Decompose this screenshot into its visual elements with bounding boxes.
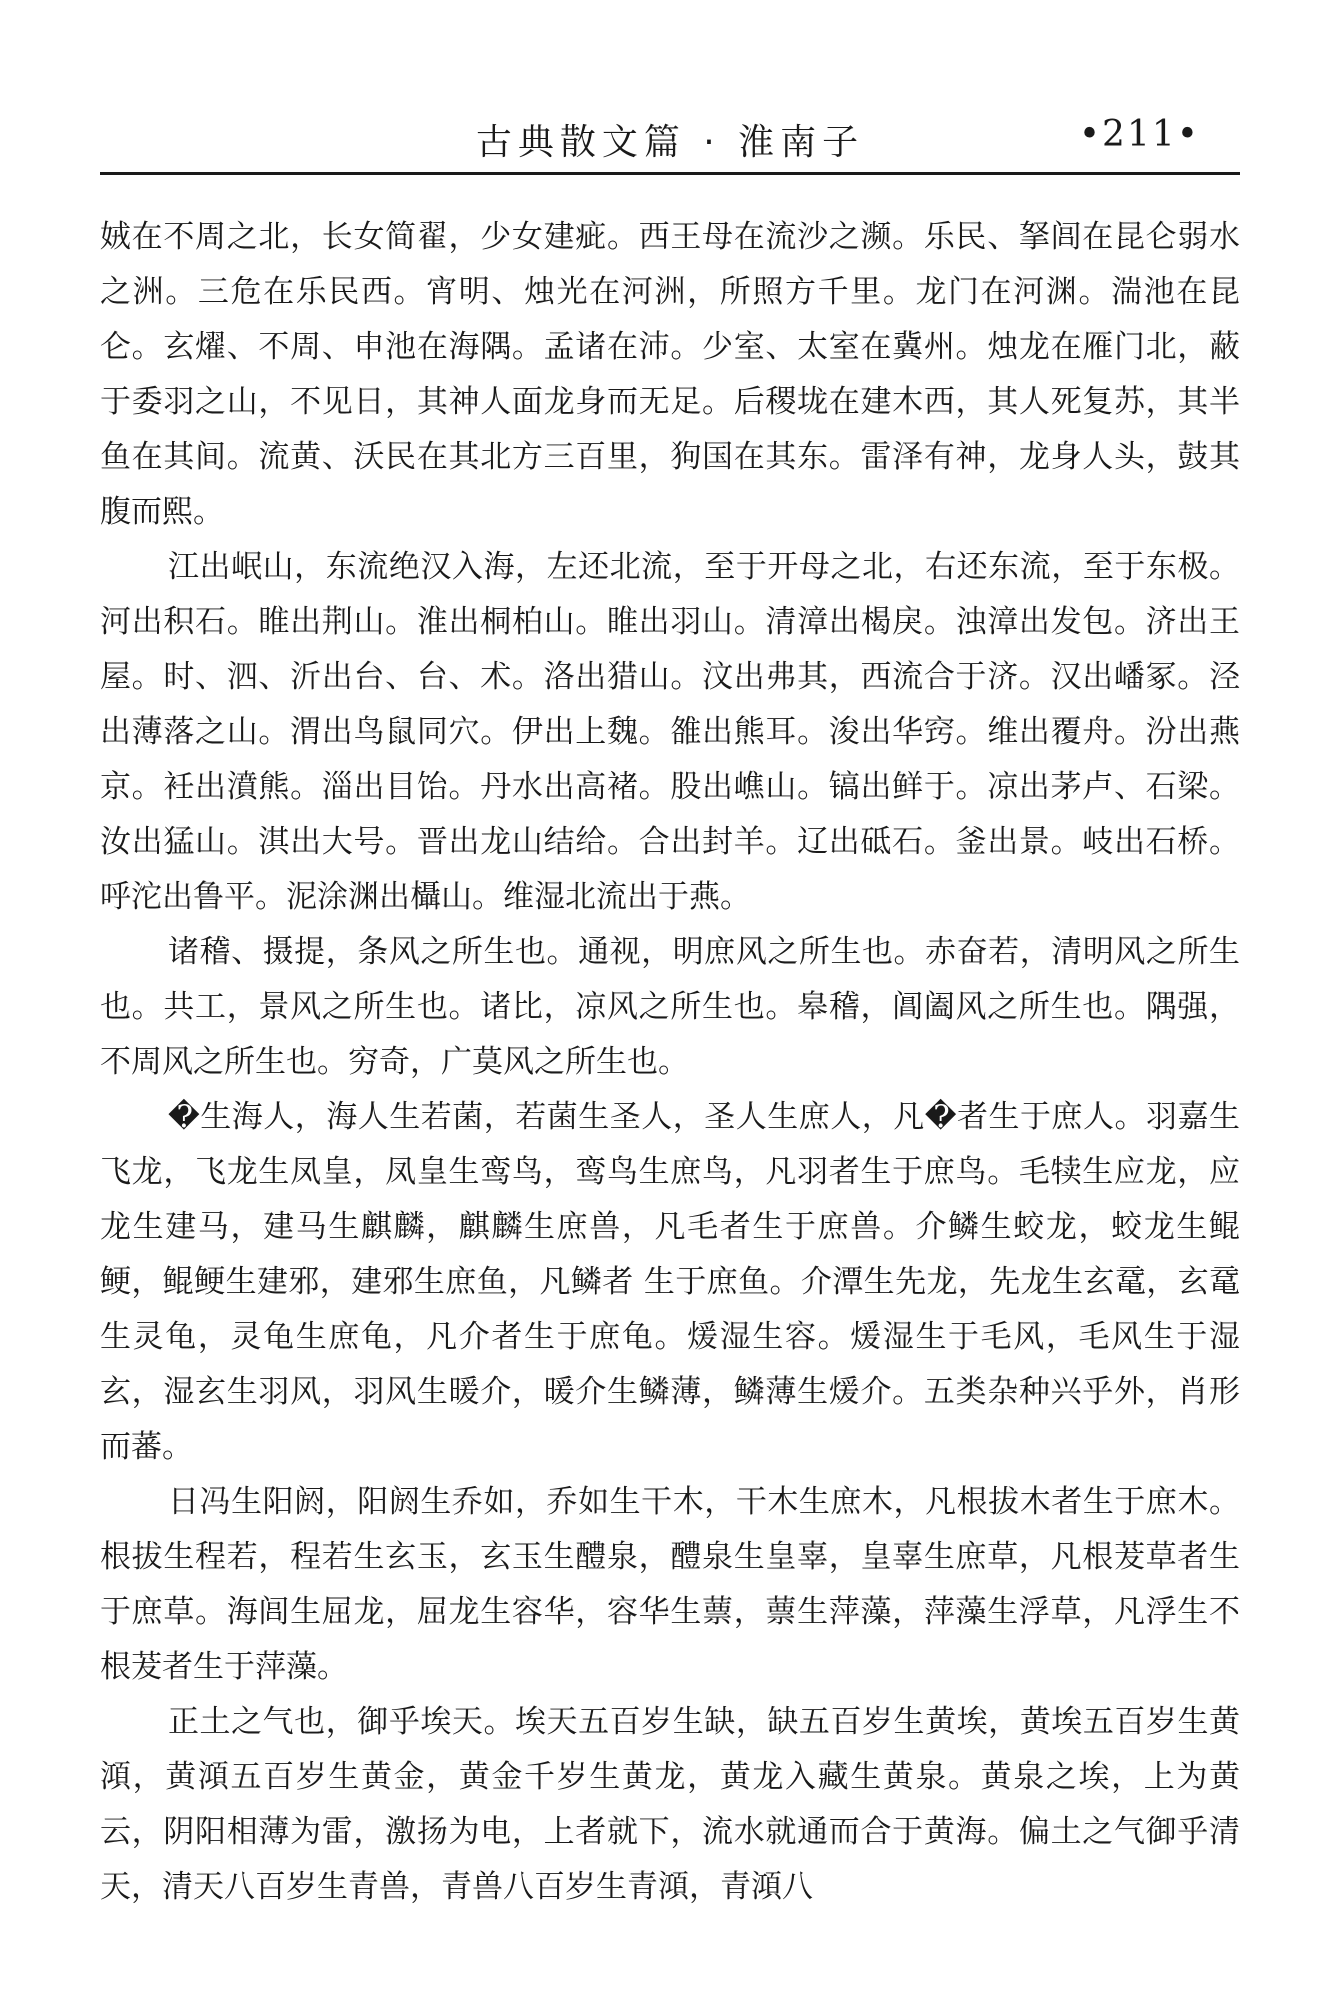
paragraph: 娀在不周之北，长女简翟，少女建疵。西王母在流沙之濒。乐民、拏闾在昆仑弱水之洲。三危在乐民西。宵明、烛光在河洲，所照方千里。龙门在河渊。湍池在昆仑。玄燿、不周、申池在海隅。孟诸在沛。少室、太室在冀州。烛龙在雁门北，蔽于委羽之山，不见日，其神人面龙身而无足。后稷垅在建木西，其人死复苏，其半鱼在其间。流黄、沃民在其北方三百里，狗国在其东。雷泽有神，龙身人头，鼓其腹而熙。 — [100, 219, 1240, 530]
paragraph: �生海人，海人生若菌，若菌生圣人，圣人生庶人，凡�者生于庶人。羽嘉生飞龙，飞龙生凤皇，凤皇生鸾鸟，鸾鸟生庶鸟，凡羽者生于庶鸟。毛犊生应龙，应龙生建马，建马生麒麟，麒麟生庶兽，凡毛者生于庶兽。介鳞生蛟龙，蛟龙生鲲鲠，鲲鲠生建邪，建邪生庶鱼，凡鳞者 生于庶鱼。介潭生先龙，先龙生玄鼋，玄鼋生灵龟，灵龟生庶龟，凡介者生于庶龟。煖湿生容。煖湿生于毛风，毛风生于湿玄，湿玄生羽风，羽风生暖介，暖介生鳞薄，鳞薄生煖介。五类杂种兴乎外，肖形而蕃。 — [100, 1099, 1240, 1465]
paragraph: 诸稽、摄提，条风之所生也。通视，明庶风之所生也。赤奋若，清明风之所生也。共工，景风之所生也。诸比，凉风之所生也。皋稽，阊阖风之所生也。隅强，不周风之所生也。穷奇，广莫风之所生也。 — [100, 934, 1240, 1080]
body-text — [100, 210, 1240, 1915]
paragraph: 江出岷山，东流绝汉入海，左还北流，至于开母之北，右还东流，至于东极。河出积石。睢出荆山。淮出桐柏山。睢出羽山。清漳出楬戾。浊漳出发包。济出王屋。时、泗、沂出台、台、术。洛出猎山。汶出弗其，西流合于济。汉出嶓冢。泾出薄落之山。渭出鸟鼠同穴。伊出上魏。雒出熊耳。浚出华窍。维出覆舟。汾出燕京。衽出濆熊。淄出目饴。丹水出高褚。股出嶕山。镐出鲜于。凉出茅卢、石梁。汝出猛山。淇出大号。晋出龙山结给。合出封羊。辽出砥石。釜出景。岐出石桥。呼沱出鲁平。泥涂渊出欇山。维湿北流出于燕。 — [100, 549, 1240, 915]
page-number: •211• — [1078, 114, 1200, 155]
running-title: 古典散文篇 · 淮南子 — [475, 122, 865, 163]
paragraph: 日冯生阳阏，阳阏生乔如，乔如生干木，干木生庶木，凡根拔木者生于庶木。根拔生程若，程若生玄玉，玄玉生醴泉，醴泉生皇辜，皇辜生庶草，凡根茇草者生于庶草。海闾生屈龙，屈龙生容华，容华生蔈，蔈生萍藻，萍藻生浮草，凡浮生不根茇者生于萍藻。 — [100, 1484, 1240, 1685]
paragraph: 正土之气也，御乎埃天。埃天五百岁生缺，缺五百岁生黄埃，黄埃五百岁生黄澒，黄澒五百岁生黄金，黄金千岁生黄龙，黄龙入藏生黄泉。黄泉之埃，上为黄云，阴阳相薄为雷，激扬为电，上者就下，流水就通而合于黄海。偏土之气御乎清天，清天八百岁生青兽，青兽八百岁生青澒，青澒八 — [100, 1704, 1240, 1905]
running-header — [100, 100, 1240, 175]
